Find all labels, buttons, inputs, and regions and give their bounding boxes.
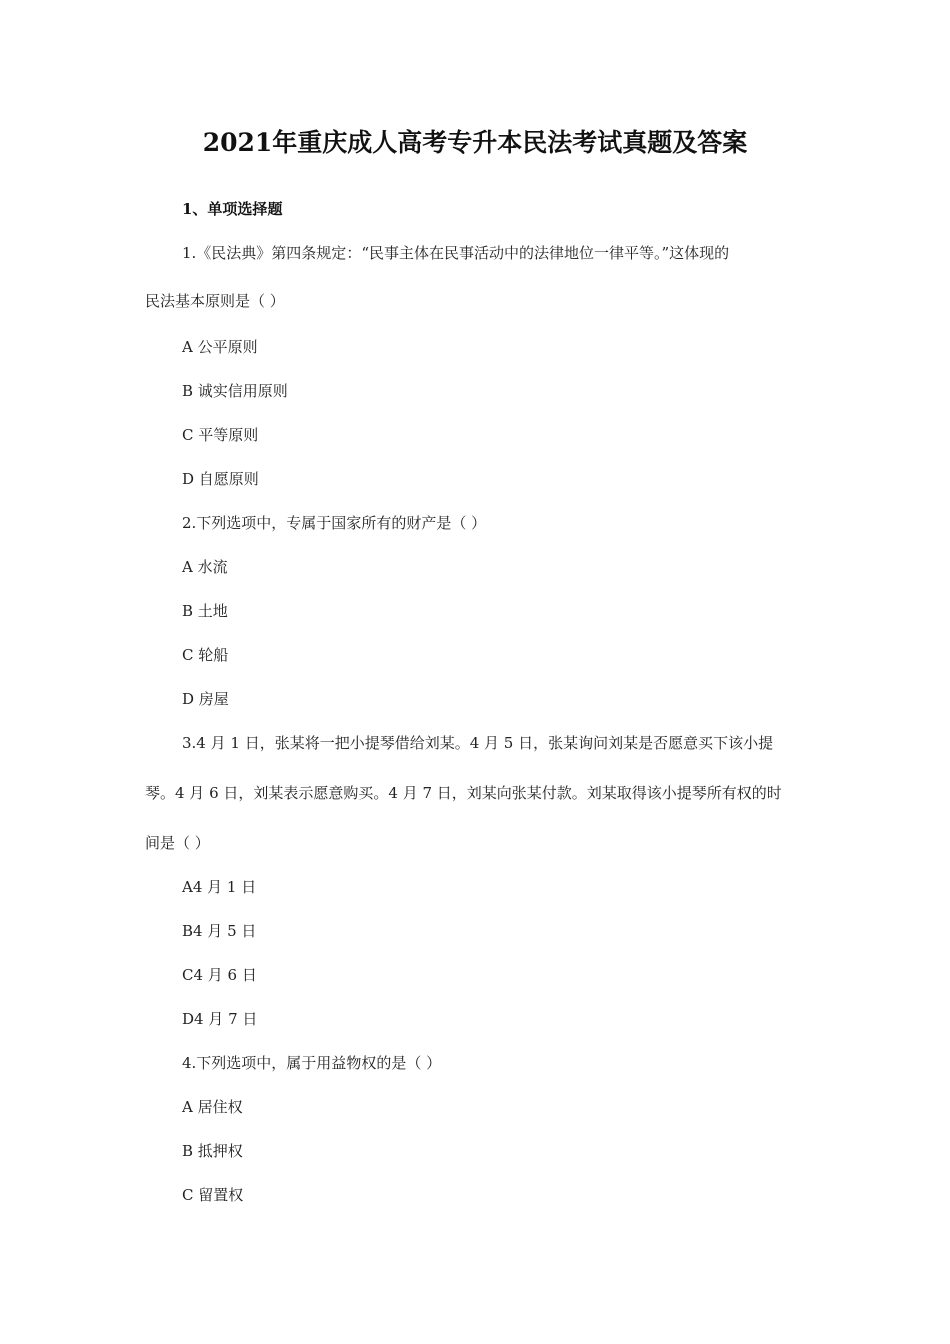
question-4-line-1: 4.下列选项中，属于用益物权的是（ ） xyxy=(182,1054,442,1072)
question-1-option-a: A 公平原则 xyxy=(182,338,258,356)
question-1-option-c: C 平等原则 xyxy=(182,426,259,444)
question-3-line-1: 3.4 月 1 日，张某将一把小提琴借给刘某。4 月 5 日，张某询问刘某是否愿意买下该小提 xyxy=(182,734,774,752)
question-2-option-d: D 房屋 xyxy=(182,690,229,708)
question-4-option-b: B 抵押权 xyxy=(182,1142,243,1160)
question-2-option-b: B 土地 xyxy=(182,602,228,620)
question-1-option-b: B 诚实信用原则 xyxy=(182,382,288,400)
question-1-option-d: D 自愿原则 xyxy=(182,470,259,488)
question-3-option-d: D4 月 7 日 xyxy=(182,1010,258,1028)
question-2-option-c: C 轮船 xyxy=(182,646,229,664)
question-3-line-2: 琴。4 月 6 日，刘某表示愿意购买。4 月 7 日，刘某向张某付款。刘某取得该小提琴所有权的时 xyxy=(145,784,782,802)
question-4-option-c: C 留置权 xyxy=(182,1186,244,1204)
section-heading: 1、单项选择题 xyxy=(182,200,283,218)
question-3-line-3: 间是（ ） xyxy=(145,834,210,852)
question-2-line-1: 2.下列选项中，专属于国家所有的财产是（ ） xyxy=(182,514,487,532)
question-4-option-a: A 居住权 xyxy=(182,1098,243,1116)
question-1-line-1: 1.《民法典》第四条规定：“民事主体在民事活动中的法律地位一律平等。”这体现的 xyxy=(182,244,730,262)
document-title: 2021年重庆成人高考专升本民法考试真题及答案 xyxy=(202,128,748,157)
question-3-option-a: A4 月 1 日 xyxy=(182,878,257,896)
question-1-line-2: 民法基本原则是（ ） xyxy=(145,292,285,310)
question-2-option-a: A 水流 xyxy=(182,558,228,576)
question-3-option-c: C4 月 6 日 xyxy=(182,966,257,984)
question-3-option-b: B4 月 5 日 xyxy=(182,922,257,940)
